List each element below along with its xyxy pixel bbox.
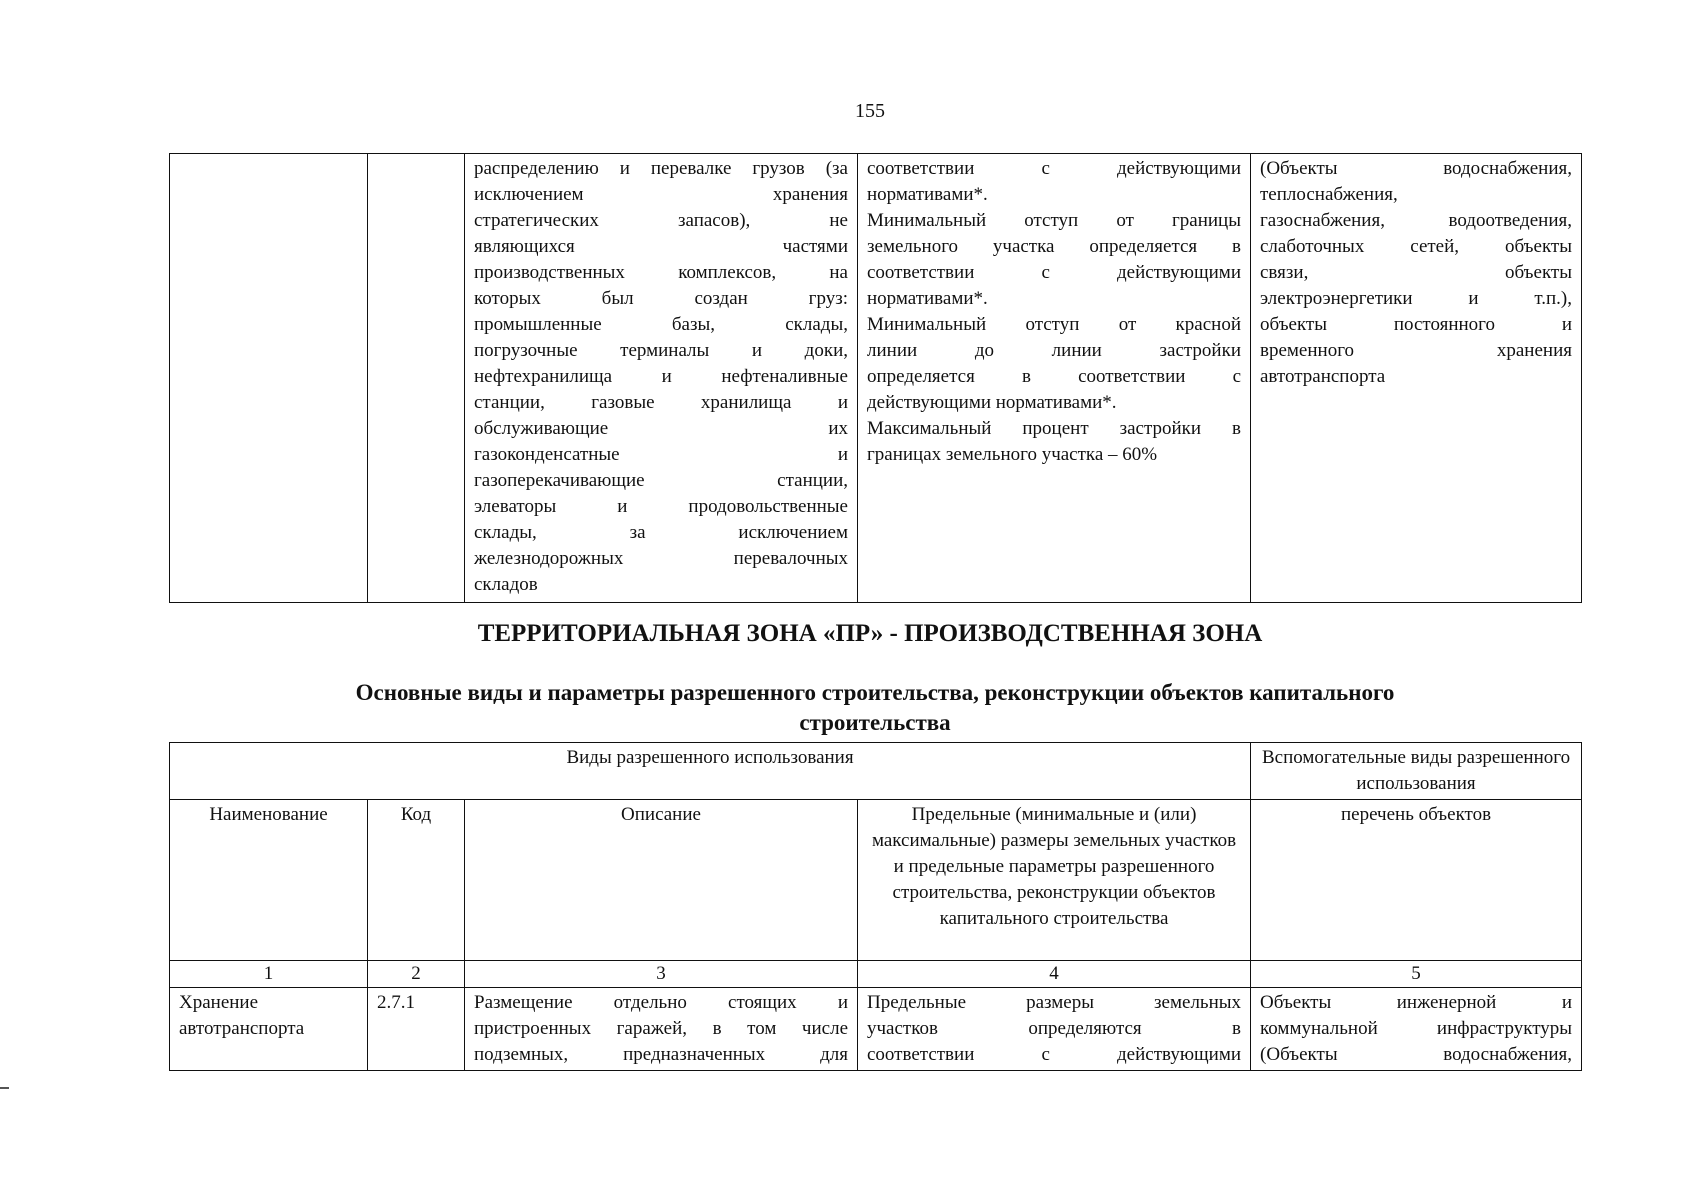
limits-cell bbox=[858, 988, 1251, 1071]
text-line: газоснабжения, водоотведения, bbox=[1260, 210, 1572, 231]
column-header-limits: Предельные (минимальные и (или) максимальные) размеры земельных участков и предельные параметры разрешенного строительства, реконструкции объектов капитального строительства bbox=[858, 800, 1251, 961]
column-number-row bbox=[170, 961, 1582, 988]
column-header-objects: перечень объектов bbox=[1251, 800, 1582, 961]
text-line: теплоснабжения, bbox=[1260, 184, 1398, 205]
auxiliary-cell bbox=[1251, 154, 1582, 603]
text-line: станции, газовые хранилища и bbox=[474, 392, 848, 413]
text-line: соответствии с действующими bbox=[867, 1044, 1242, 1065]
column-header-name: Наименование bbox=[170, 800, 368, 961]
text-line: связи, объекты bbox=[1260, 262, 1572, 283]
code-cell: 2.7.1 bbox=[368, 988, 465, 1071]
text-line: являющихся частями bbox=[474, 236, 848, 257]
text-line: участков определяются в bbox=[867, 1018, 1242, 1039]
text-line: элеваторы и продовольственные bbox=[474, 496, 848, 517]
table-row bbox=[170, 154, 1582, 603]
name-cell bbox=[170, 154, 368, 603]
text-line: Хранение bbox=[179, 992, 259, 1013]
text-line: Максимальный процент застройки в bbox=[867, 418, 1241, 439]
text-line: линии до линии застройки bbox=[867, 340, 1241, 361]
column-number: 5 bbox=[1251, 961, 1582, 988]
text-line: нормативами*. bbox=[867, 184, 988, 205]
text-line: слаботочных сетей, объекты bbox=[1260, 236, 1572, 257]
text-line: складов bbox=[474, 574, 538, 595]
text-line: подземных, предназначенных для bbox=[474, 1044, 848, 1065]
text-line: объекты постоянного и bbox=[1260, 314, 1572, 335]
text-line: обслуживающие их bbox=[474, 418, 848, 439]
limits-cell bbox=[858, 154, 1251, 603]
name-cell bbox=[170, 988, 368, 1071]
text-line: земельного участка определяется в bbox=[867, 236, 1241, 257]
text-line: Предельные размеры земельных bbox=[867, 992, 1242, 1013]
group-header: Виды разрешенного использования bbox=[170, 743, 1251, 800]
text-line: газоперекачивающие станции, bbox=[474, 470, 848, 491]
text-line: временного хранения bbox=[1260, 340, 1572, 361]
text-line: электроэнергетики и т.п.), bbox=[1260, 288, 1572, 309]
code-cell bbox=[368, 154, 465, 603]
text-line: Размещение отдельно стоящих и bbox=[474, 992, 848, 1013]
section-title: Основные виды и параметры разрешенного строительства, реконструкции объектов капитального строительства bbox=[355, 680, 1395, 735]
description-cell bbox=[465, 988, 858, 1071]
text-line: газоконденсатные и bbox=[474, 444, 848, 465]
text-line: железнодорожных перевалочных bbox=[474, 548, 848, 569]
text-line: нефтехранилища и нефтеналивные bbox=[474, 366, 848, 387]
aux-header: Вспомогательные виды разрешенного использования bbox=[1251, 743, 1582, 800]
text-line: автотранспорта bbox=[179, 1018, 305, 1039]
table-header-row bbox=[170, 800, 1582, 961]
text-line: пристроенных гаражей, в том числе bbox=[474, 1018, 848, 1039]
text-line: коммунальной инфраструктуры bbox=[1260, 1018, 1573, 1039]
description-cell bbox=[465, 154, 858, 603]
column-header-description: Описание bbox=[465, 800, 858, 961]
text-line: погрузочные терминалы и доки, bbox=[474, 340, 848, 361]
column-header-code: Код bbox=[368, 800, 465, 961]
text-line: определяется в соответствии с bbox=[867, 366, 1241, 387]
continuation-table bbox=[169, 153, 1582, 603]
text-line: Объекты инженерной и bbox=[1260, 992, 1573, 1013]
column-number: 3 bbox=[465, 961, 858, 988]
column-number: 2 bbox=[368, 961, 465, 988]
scan-mark bbox=[0, 1087, 9, 1089]
zone-title: ТЕРРИТОРИАЛЬНАЯ ЗОНА «ПР» - ПРОИЗВОДСТВЕННАЯ ЗОНА bbox=[477, 620, 1263, 647]
text-line: Минимальный отступ от красной bbox=[867, 314, 1241, 335]
text-line: исключением хранения bbox=[474, 184, 848, 205]
text-line: Минимальный отступ от границы bbox=[867, 210, 1241, 231]
page-number: 155 bbox=[855, 100, 885, 122]
text-line: соответствии с действующими bbox=[867, 262, 1241, 283]
text-line: (Объекты водоснабжения, bbox=[1260, 1044, 1573, 1065]
text-line: распределению и перевалке грузов (за bbox=[474, 158, 848, 179]
text-line: границах земельного участка – 60% bbox=[867, 444, 1158, 465]
table-header-row bbox=[170, 743, 1582, 800]
text-line: стратегических запасов), не bbox=[474, 210, 848, 231]
objects-cell bbox=[1251, 988, 1582, 1071]
main-table bbox=[169, 742, 1582, 1071]
text-line: действующими нормативами*. bbox=[867, 392, 1117, 413]
column-number: 1 bbox=[170, 961, 368, 988]
text-line: которых был создан груз: bbox=[474, 288, 848, 309]
text-line: соответствии с действующими bbox=[867, 158, 1241, 179]
text-line: производственных комплексов, на bbox=[474, 262, 848, 283]
text-line: (Объекты водоснабжения, bbox=[1260, 158, 1572, 179]
text-line: склады, за исключением bbox=[474, 522, 848, 543]
text-line: автотранспорта bbox=[1260, 366, 1386, 387]
column-number: 4 bbox=[858, 961, 1251, 988]
text-line: нормативами*. bbox=[867, 288, 988, 309]
text-line: промышленные базы, склады, bbox=[474, 314, 848, 335]
table-row bbox=[170, 988, 1582, 1071]
